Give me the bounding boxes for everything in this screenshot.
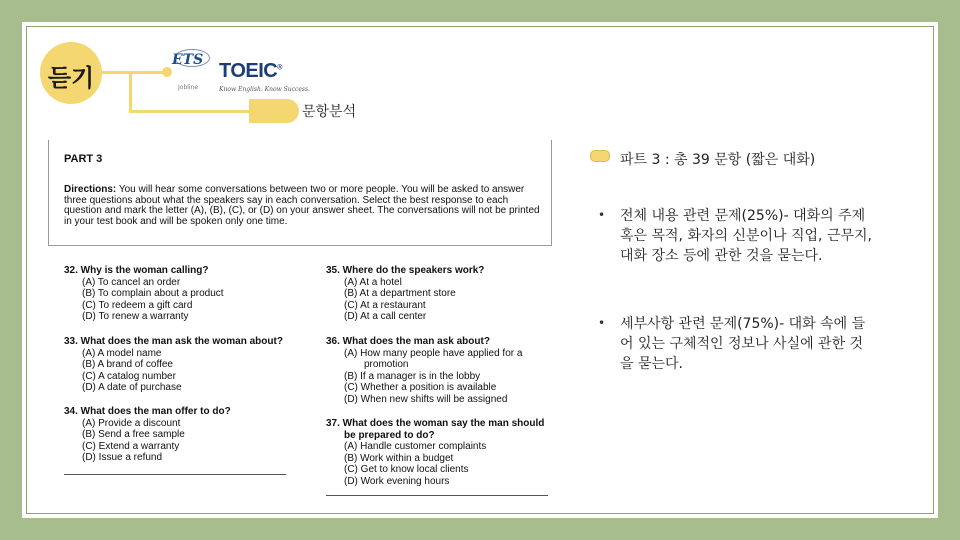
connector-line [129,110,251,113]
question-37 [326,418,544,487]
connector-line [100,71,166,74]
answer-option: (C) Get to know local clients [344,464,469,475]
question-text: 34. What does the man offer to do? [64,406,231,417]
answer-option: (A) Handle customer complaints [344,441,487,452]
question-35 [326,265,484,323]
toeic-logo-text: TOEIC [219,60,278,82]
question-32 [64,265,224,323]
question-34 [64,406,231,464]
toeic-trademark: ® [277,64,282,72]
answer-option: (C) To redeem a gift card [82,299,193,311]
answer-option: promotion [364,359,409,370]
answer-option: (A) Provide a discount [82,417,181,429]
answer-option: (A) At a hotel [344,276,402,288]
section-badge-label: 듣기 [47,64,95,92]
answer-option: (D) Issue a refund [82,452,163,463]
ets-logo-subtext: Jobline [178,84,199,91]
divider [326,495,548,496]
answer-option: (A) To cancel an order [82,276,181,288]
answer-option: (A) How many people have applied for a [344,347,523,359]
answer-option: (C) At a restaurant [344,299,426,311]
directions-text [64,185,548,227]
question-text: 32. Why is the woman calling? [64,265,209,276]
answer-option: (C) A catalog number [82,370,176,382]
answer-option: (B) Work within a budget [344,452,454,464]
divider [64,474,286,475]
answer-option: (B) At a department store [344,288,456,299]
answer-option: (C) Whether a position is available [344,382,497,393]
answer-option: (B) If a manager is in the lobby [344,370,481,382]
question-33 [64,336,283,394]
directions-label: Directions: [64,184,117,195]
question-text: 35. Where do the speakers work? [326,265,485,276]
toeic-logo [219,60,282,83]
analysis-point-2: 세부사항 관련 문제(75%)- 대화 속에 들어 있는 구체적인 정보나 사실에 관한 것을 묻는다. [620,316,866,372]
question-text: 33. What does the man ask the woman about? [64,336,283,347]
answer-option: (D) When new shifts will be assigned [344,393,508,405]
question-text: 36. What does the man ask about? [326,336,490,347]
answer-option: (C) Extend a warranty [82,440,180,452]
answer-option: (B) A brand of coffee [82,359,173,370]
part-title: PART 3 [64,153,103,165]
section-tag [249,99,299,123]
answer-option: (A) A model name [82,347,162,359]
answer-option: (D) To renew a warranty [82,311,189,322]
answer-option: (D) At a call center [344,311,427,322]
heading-marker-icon [590,150,610,162]
toeic-tagline: Know English. Know Success. [219,86,310,93]
answer-option: (D) Work evening hours [344,475,450,487]
question-36 [326,336,522,405]
ets-logo-text: ETS [172,52,204,68]
analysis-point-1: 전체 내용 관련 문제(25%)- 대화의 주제 혹은 목적, 화자의 신분이나 직업, 근무지, 대화 장소 등에 관한 것을 묻는다. [620,208,872,264]
analysis-heading: 파트 3 : 총 39 문항 (짧은 대화) [620,152,816,168]
section-tag-label: 문항분석 [302,104,357,120]
answer-option: (B) Send a free sample [82,429,185,440]
connector-line [129,72,132,113]
answer-option: (D) A date of purchase [82,382,182,393]
bullet-icon: • [598,316,606,330]
question-text: 37. What does the woman say the man should [326,418,545,429]
answer-option: (B) To complain about a product [82,288,224,299]
connector-dot [162,67,172,77]
bullet-icon: • [598,208,606,222]
question-text-cont: be prepared to do? [344,429,435,441]
directions-body: You will hear some conversations between two or more people. You will be asked to answer three questions about what the speakers say in each conversation. Select the best response to each question and mark the letter (A), (B), (C), or (D) on your answer sheet. The conversations will not be printed in your test book and will be spoken only one time. [64,184,540,227]
